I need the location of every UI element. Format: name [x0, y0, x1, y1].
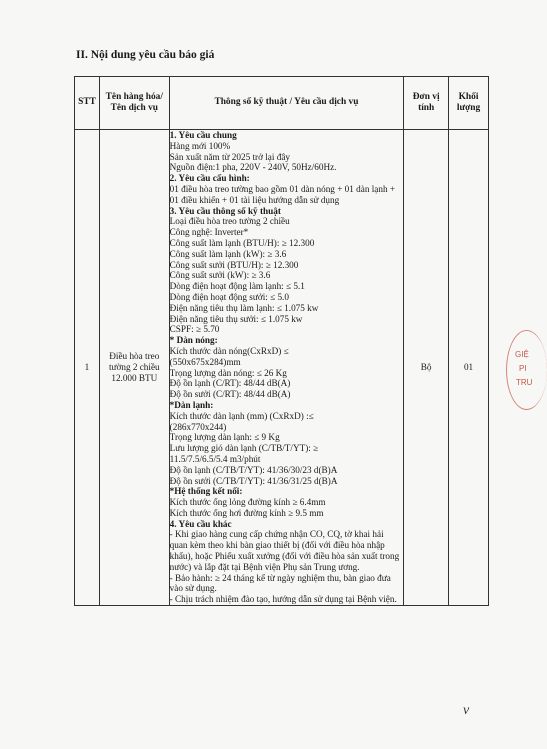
- spec-line: - Chịu trách nhiệm đào tạo, hướng dẫn sử dụng tại Bệnh viện.: [169, 594, 397, 605]
- spec-line: Lưu lượng gió dàn lạnh (C/TB/T/YT): ≥: [169, 443, 319, 454]
- handwritten-initial: v: [463, 703, 470, 718]
- cell-unit: Bộ: [404, 130, 449, 606]
- spec-line: Độ ồn lạnh (C/TB/T/YT): 41/36/30/23 d(B)A: [169, 464, 338, 475]
- spec-line: Công suất làm lạnh (kW): ≥ 3.6: [169, 248, 287, 259]
- spec-line: Sản xuất năm từ 2025 trở lại đây: [169, 151, 290, 162]
- spec-section-title: *Dàn lạnh:: [169, 399, 214, 410]
- header-item-name: Tên hàng hóa/ Tên dịch vụ: [99, 77, 169, 130]
- table-header-row: [75, 77, 489, 130]
- spec-line: Công suất sưởi (BTU/H): ≥ 12.300: [169, 259, 299, 270]
- cell-quantity: 01: [449, 130, 489, 606]
- spec-line: - Khi giao hàng cung cấp chứng nhận CO, CQ, tờ khai hải quan kèm theo khi bàn giao thiết bị (đối với điều hòa nhập khẩu), hoặc Phiếu xuất xưởng (đối với điều hòa sản xuất trong nước) và lắp đặt tại Bệnh viện Phụ sản Trung ương.: [169, 529, 400, 572]
- spec-section-title: 1. Yêu cầu chung: [169, 130, 237, 140]
- spec-line: Kích thước dàn nóng(CxRxD) ≤: [169, 345, 289, 356]
- spec-line: 11.5/7.5/6.5/5.4 m3/phút: [169, 453, 261, 464]
- spec-line: Công suất làm lạnh (BTU/H): ≥ 12.300: [169, 237, 315, 248]
- spec-line: Độ ồn sưởi (C/RT): 48/44 dB(A): [169, 389, 291, 400]
- stamp-text-line: GIỆ: [515, 350, 529, 359]
- spec-line: Dòng điện hoạt động sưởi: ≤ 5.0: [169, 291, 289, 302]
- spec-line: (286x770x244): [169, 421, 227, 432]
- spec-line: Kích thước dàn lạnh (mm) (CxRxD) :≤: [169, 410, 314, 421]
- header-quantity: Khối lượng: [449, 77, 489, 130]
- spec-section-title: * Dàn nóng:: [169, 335, 218, 346]
- spec-line: Loại điều hòa treo tường 2 chiều: [169, 216, 290, 227]
- cell-stt: 1: [75, 130, 100, 606]
- spec-line: Điện năng tiêu thụ sưởi: ≤ 1.075 kw: [169, 313, 303, 324]
- spec-line: Công nghệ: Inverter*: [169, 227, 249, 238]
- header-stt: STT: [75, 77, 100, 130]
- spec-line: Hàng mới 100%: [169, 140, 231, 151]
- spec-section-title: 3. Yêu cầu thông số kỹ thuật: [169, 205, 281, 216]
- spec-line: Độ ồn lạnh (C/RT): 48/44 dB(A): [169, 378, 291, 389]
- cell-spec: [169, 130, 404, 606]
- red-stamp: [500, 330, 533, 410]
- spec-line: - Bảo hành: ≥ 24 tháng kể từ ngày nghiệm thu, bàn giao đưa vào sử dụng.: [169, 572, 391, 594]
- spec-line: Công suất sưởi (kW): ≥ 3.6: [169, 270, 271, 281]
- spec-line: Trọng lượng dàn lạnh: ≤ 9 Kg: [169, 432, 280, 443]
- spec-line: Trọng lượng dàn nóng: ≤ 26 Kg: [169, 367, 287, 378]
- quote-table: [74, 76, 489, 606]
- section-heading: II. Nội dung yêu cầu báo giá: [76, 49, 215, 61]
- spec-line: Điện năng tiêu thụ làm lạnh: ≤ 1.075 kw: [169, 302, 319, 313]
- spec-section-title: 4. Yêu cầu khác: [169, 518, 232, 529]
- spec-line: (550x675x284)mm: [169, 356, 241, 367]
- stamp-text-line: PI: [519, 364, 527, 373]
- spec-line: Độ ồn sưởi (C/TB/T/YT): 41/36/31/25 d(B)A: [169, 475, 338, 486]
- spec-line: Kích thước ống lỏng đường kính ≥ 6.4mm: [169, 497, 326, 508]
- stamp-text-line: TRU: [516, 378, 533, 387]
- spec-line: Kích thước ống hơi đường kính ≥ 9.5 mm: [169, 507, 324, 518]
- spec-line: 01 điều hòa treo tường bao gồm 01 dàn nóng + 01 dàn lạnh + 01 điều khiển + 01 tài liệu hướng dẫn sử dụng: [169, 183, 396, 205]
- spec-section-title: *Hệ thống kết nối:: [169, 486, 243, 497]
- spec-line: Dòng điện hoạt động làm lạnh: ≤ 5.1: [169, 281, 305, 292]
- header-unit: Đơn vị tính: [404, 77, 449, 130]
- header-spec: Thông số kỹ thuật / Yêu cầu dịch vụ: [169, 77, 404, 130]
- spec-section-title: 2. Yêu cầu cấu hình:: [169, 173, 250, 184]
- cell-item-name: Điều hòa treo tường 2 chiều 12.000 BTU: [99, 130, 169, 606]
- table-row: [75, 130, 489, 606]
- spec-line: Nguồn điện:1 pha, 220V - 240V, 50Hz/60Hz.: [169, 162, 337, 173]
- spec-line: CSPF: ≥ 5.70: [169, 324, 220, 335]
